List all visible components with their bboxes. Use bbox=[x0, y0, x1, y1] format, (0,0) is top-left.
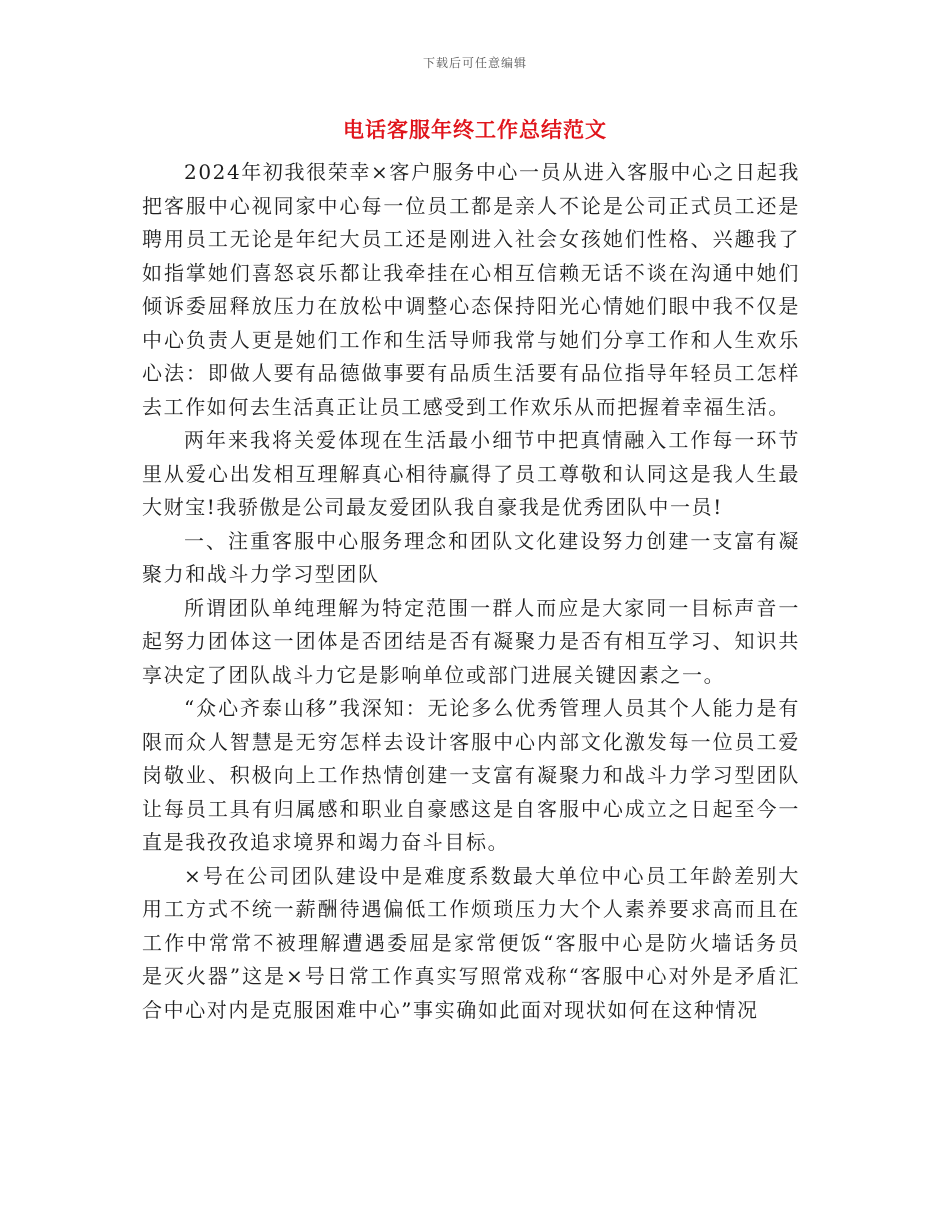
document-title: 电话客服年终工作总结范文 bbox=[343, 117, 607, 142]
section-heading-1: 一、注重客服中心服务理念和团队文化建设努力创建一支富有凝聚力和战斗力学习型团队 bbox=[142, 528, 800, 586]
paragraph-1: 2024年初我很荣幸×客户服务中心一员从进入客服中心之日起我把客服中心视同家中心每一位员工都是亲人不论是公司正式员工还是聘用员工无论是年纪大员工还是刚进入社会女孩她们性格、兴趣我了如指掌她们喜怒哀乐都让我牵挂在心相互信赖无话不谈在沟通中她们倾诉委屈释放压力在放松中调整心态保持阳光心情她们眼中我不仅是中心负责人更是她们工作和生活导师我常与她们分享工作和人生欢乐心法：即做人要有品德做事要有品质生活要有品位指导年轻员工怎样去工作如何去生活真正让员工感受到工作欢乐从而把握着幸福生活。 bbox=[142, 160, 800, 419]
paragraph-5: ×号在公司团队建设中是难度系数最大单位中心员工年龄差别大用工方式不统一薪酬待遇偏低工作烦琐压力大个人素养要求高而且在工作中常常不被理解遭遇委屈是家常便饭“客服中心是防火墙话务员是灭火器”这是×号日常工作真实写照常戏称“客服中心对外是矛盾汇合中心对内是克服困难中心”事实确如此面对现状如何在这种情况 bbox=[142, 863, 800, 1022]
document-body bbox=[142, 156, 800, 1027]
header-note: 下载后可任意编辑 bbox=[422, 56, 527, 70]
paragraph-3: 所谓团队单纯理解为特定范围一群人而应是大家同一目标声音一起努力团体这一团体是否团结是否有凝聚力是否有相互学习、知识共享决定了团队战斗力它是影响单位或部门进展关键因素之一。 bbox=[142, 595, 800, 687]
paragraph-2: 两年来我将关爱体现在生活最小细节中把真情融入工作每一环节里从爱心出发相互理解真心相待赢得了员工尊敬和认同这是我人生最大财宝!我骄傲是公司最友爱团队我自豪我是优秀团队中一员! bbox=[142, 428, 800, 519]
paragraph-4: “众心齐泰山移”我深知：无论多么优秀管理人员其个人能力是有限而众人智慧是无穷怎样去设计客服中心内部文化激发每一位员工爱岗敬业、积极向上工作热情创建一支富有凝聚力和战斗力学习型团队让每员工具有归属感和职业自豪感这是自客服中心成立之日起至今一直是我孜孜追求境界和竭力奋斗目标。 bbox=[142, 696, 800, 854]
